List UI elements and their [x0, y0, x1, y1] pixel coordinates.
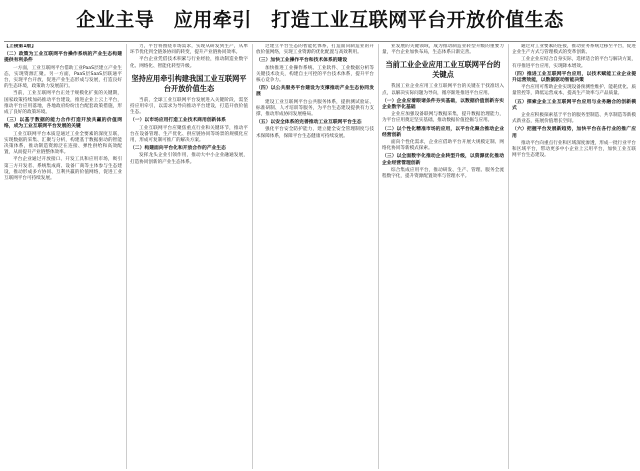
paragraph: 推动平台向重点行业和区域深度渗透，形成一批行业平台和区域平台，带动更多中小企业上云用平台，加快工业互联网平台生态建设。	[512, 140, 636, 159]
paragraph: 平台企业凭借技术积累与行业经验，推动制造业数字化、网络化、智能化转型升级。	[130, 57, 248, 69]
paragraph: 我国工业企业应用工业互联网平台的关键在于找准切入点，以解决实际问题为导向，循序渐进推进平台应用。	[382, 84, 504, 96]
paragraph: 业发展的关键领域，成为推动制造业转型升级的重要力量，平台企业加快布局，生态体系日渐完善。	[382, 44, 504, 56]
column-2	[130, 44, 248, 469]
paragraph: 加快推进工业操作系统、工业软件、工业数据分析等关键技术攻关，构建自主可控的平台技术体系，提升平台核心竞争力。	[256, 65, 374, 84]
column-3	[256, 44, 374, 469]
paragraph: 工业互联网平台应聚焦重点行业和关键环节，推动平台在设备管理、生产优化、供应链协同等场景的规模化应用，形成可复制可推广的解决方案。	[130, 125, 248, 144]
paragraph: 通过对工业要素的连接，推动业务系统迁移至平台，促进企业生产方式与管理模式的变革创新。	[512, 44, 636, 56]
subheading: （五）探索企业工业互联网平台应用与业务融合的创新模式	[512, 99, 636, 111]
paragraph: 过建立平台生态的智能化体系，打造面向制造业的开放价值网络，实现工业资源的优化配置与高效利用。	[256, 44, 374, 56]
paragraph: 工业互联网平台本质是通过工业全要素的深度互联，实现数据的采集、汇聚与分析，构建基于数据驱动的智能决策体系，推动制造资源泛在连接、弹性供给和高效配置，从而提升产业链整体效率。	[4, 131, 122, 156]
column-divider	[508, 44, 509, 469]
paragraph: 平台应用可帮助企业实现设备预测性维护、能耗优化、质量管控等，降低运营成本，提高生产效率与产品质量。	[512, 85, 636, 97]
column-divider	[252, 44, 253, 469]
subheading: （六）把握平台发展新趋势，加快平台在各行业的推广应用	[512, 127, 636, 139]
column-5	[512, 44, 636, 469]
column-divider	[378, 44, 379, 469]
subheading: （四）推进工业互联网平台应用，以技术赋能工业企业提升运营效能，以数据驱动智能决策	[512, 71, 636, 84]
paragraph: 一方面，工业互联网平台借助工业PaaS层建立产业生态，实现资源汇聚。另一方面，PaaS层SaaS层联通平台，实现平台开放，促进产业生态形成与发展，打造良好的生态环境，政策助力发展前行。	[4, 65, 122, 90]
paragraph: 面向个性化需求，企业应借助平台开展大规模定制、网络化协同等新模式探索。	[382, 140, 504, 152]
paragraph: 力，平台将围绕市场需求，实现从研发到生产，从单环节优化到全链条协同的转变，提升产业链协同效率。	[130, 44, 248, 56]
paragraph: 综合集成应用平台，推动研发、生产、管理、服务全流程数字化，提升资源配置效率与管理水平。	[382, 167, 504, 180]
paragraph: 企业应积极探索基于平台的服务型制造、共享制造等新模式新业态，拓展价值增长空间。	[512, 113, 636, 125]
paragraph: 企业应加强设备联网与数据采集，提升数据治理能力，为平台应用奠定坚实基础，推动数据价值挖掘与应用。	[382, 112, 504, 124]
headline-rule	[4, 41, 636, 42]
paragraph: 平台企业通过开放接口、开发工具和应用市场，吸引第三方开发者、系统集成商、设备厂商等主体参与生态建设，推动形成多方协同、互利共赢的价值网络，促进工业互联网平台可持续发展。	[4, 157, 122, 182]
subheading: （一）以市场应用打造工业技术商用创新体系	[130, 118, 226, 124]
paragraph: 建设工业互联网平台公共服务体系，提供测试验证、标准研制、人才培训等服务，为平台生态建设提供有力支撑，推动形成协同发展格局。	[256, 99, 374, 118]
subheading: （二）政策为工业互联网平台操作系统的产业生态构建提供有利条件	[4, 52, 122, 64]
paragraph: 强化平台安全防护能力，建立健全安全管理制度与技术保障体系，保障平台生态健康可持续发展。	[256, 127, 374, 139]
subheading: （二）以个性化精准市场的应用，以平台化聚合推动企业经营创新	[382, 126, 504, 138]
paragraph: 工业企业应结合自身实际，选择适合的平台与解决方案，有序推进平台应用，实现降本增效。	[512, 57, 636, 69]
subheading: （三）以全面数字化推动企业转型升级，以资源优化推动企业经营管理创新	[382, 154, 504, 166]
paragraph: 发挥龙头企业引领作用，推动大中小企业融通发展，打造协同创新的产业生态体系。	[130, 153, 248, 165]
subheading: （二）构建面向平台化和开放合作的产业生态	[130, 146, 226, 152]
column-divider	[126, 44, 127, 469]
paragraph: 当前，工业互联网平台正处于规模化扩张的关键期，国家政策持续加码推动平台建设，推进企业上云上平台，推动平台应用落地，各地政府纷纷出台配套政策措施，形成了良好的政策环境。	[4, 91, 122, 116]
column-1	[4, 44, 122, 469]
section-title: 坚持应用牵引构建我国工业互联网平台开放价值生态	[131, 73, 247, 93]
section-title: 当前工业企业应用工业互联网平台的关键点	[385, 60, 501, 80]
subheading: （五）以安全体系的完善推动工业互联网平台生态	[256, 120, 362, 126]
column-lead: 【上接第1版】	[4, 44, 37, 49]
subheading: （三）加快工业操作平台和技术体系的建设	[256, 58, 348, 64]
subheading: （四）以公共服务平台建设为支撑推动产业生态协同发展	[256, 86, 374, 98]
paragraph: 当前，全球工业互联网平台发展进入关键阶段，需坚持应用牵引，以需求为导向推动平台建设，打造开放价值生态。	[130, 97, 248, 116]
subheading: （一）企业应着眼诸条件夯实基础，以数据价值创新夯实企业数字化基础	[382, 98, 504, 111]
subheading: （三）以基于数据的能力合作打造开放共赢的价值网络，成为工业互联网平台发展的关键	[4, 118, 122, 130]
column-4	[382, 44, 504, 469]
headline: 企业主导 应用牵引 打造工业互联网平台开放价值生态	[76, 9, 564, 31]
